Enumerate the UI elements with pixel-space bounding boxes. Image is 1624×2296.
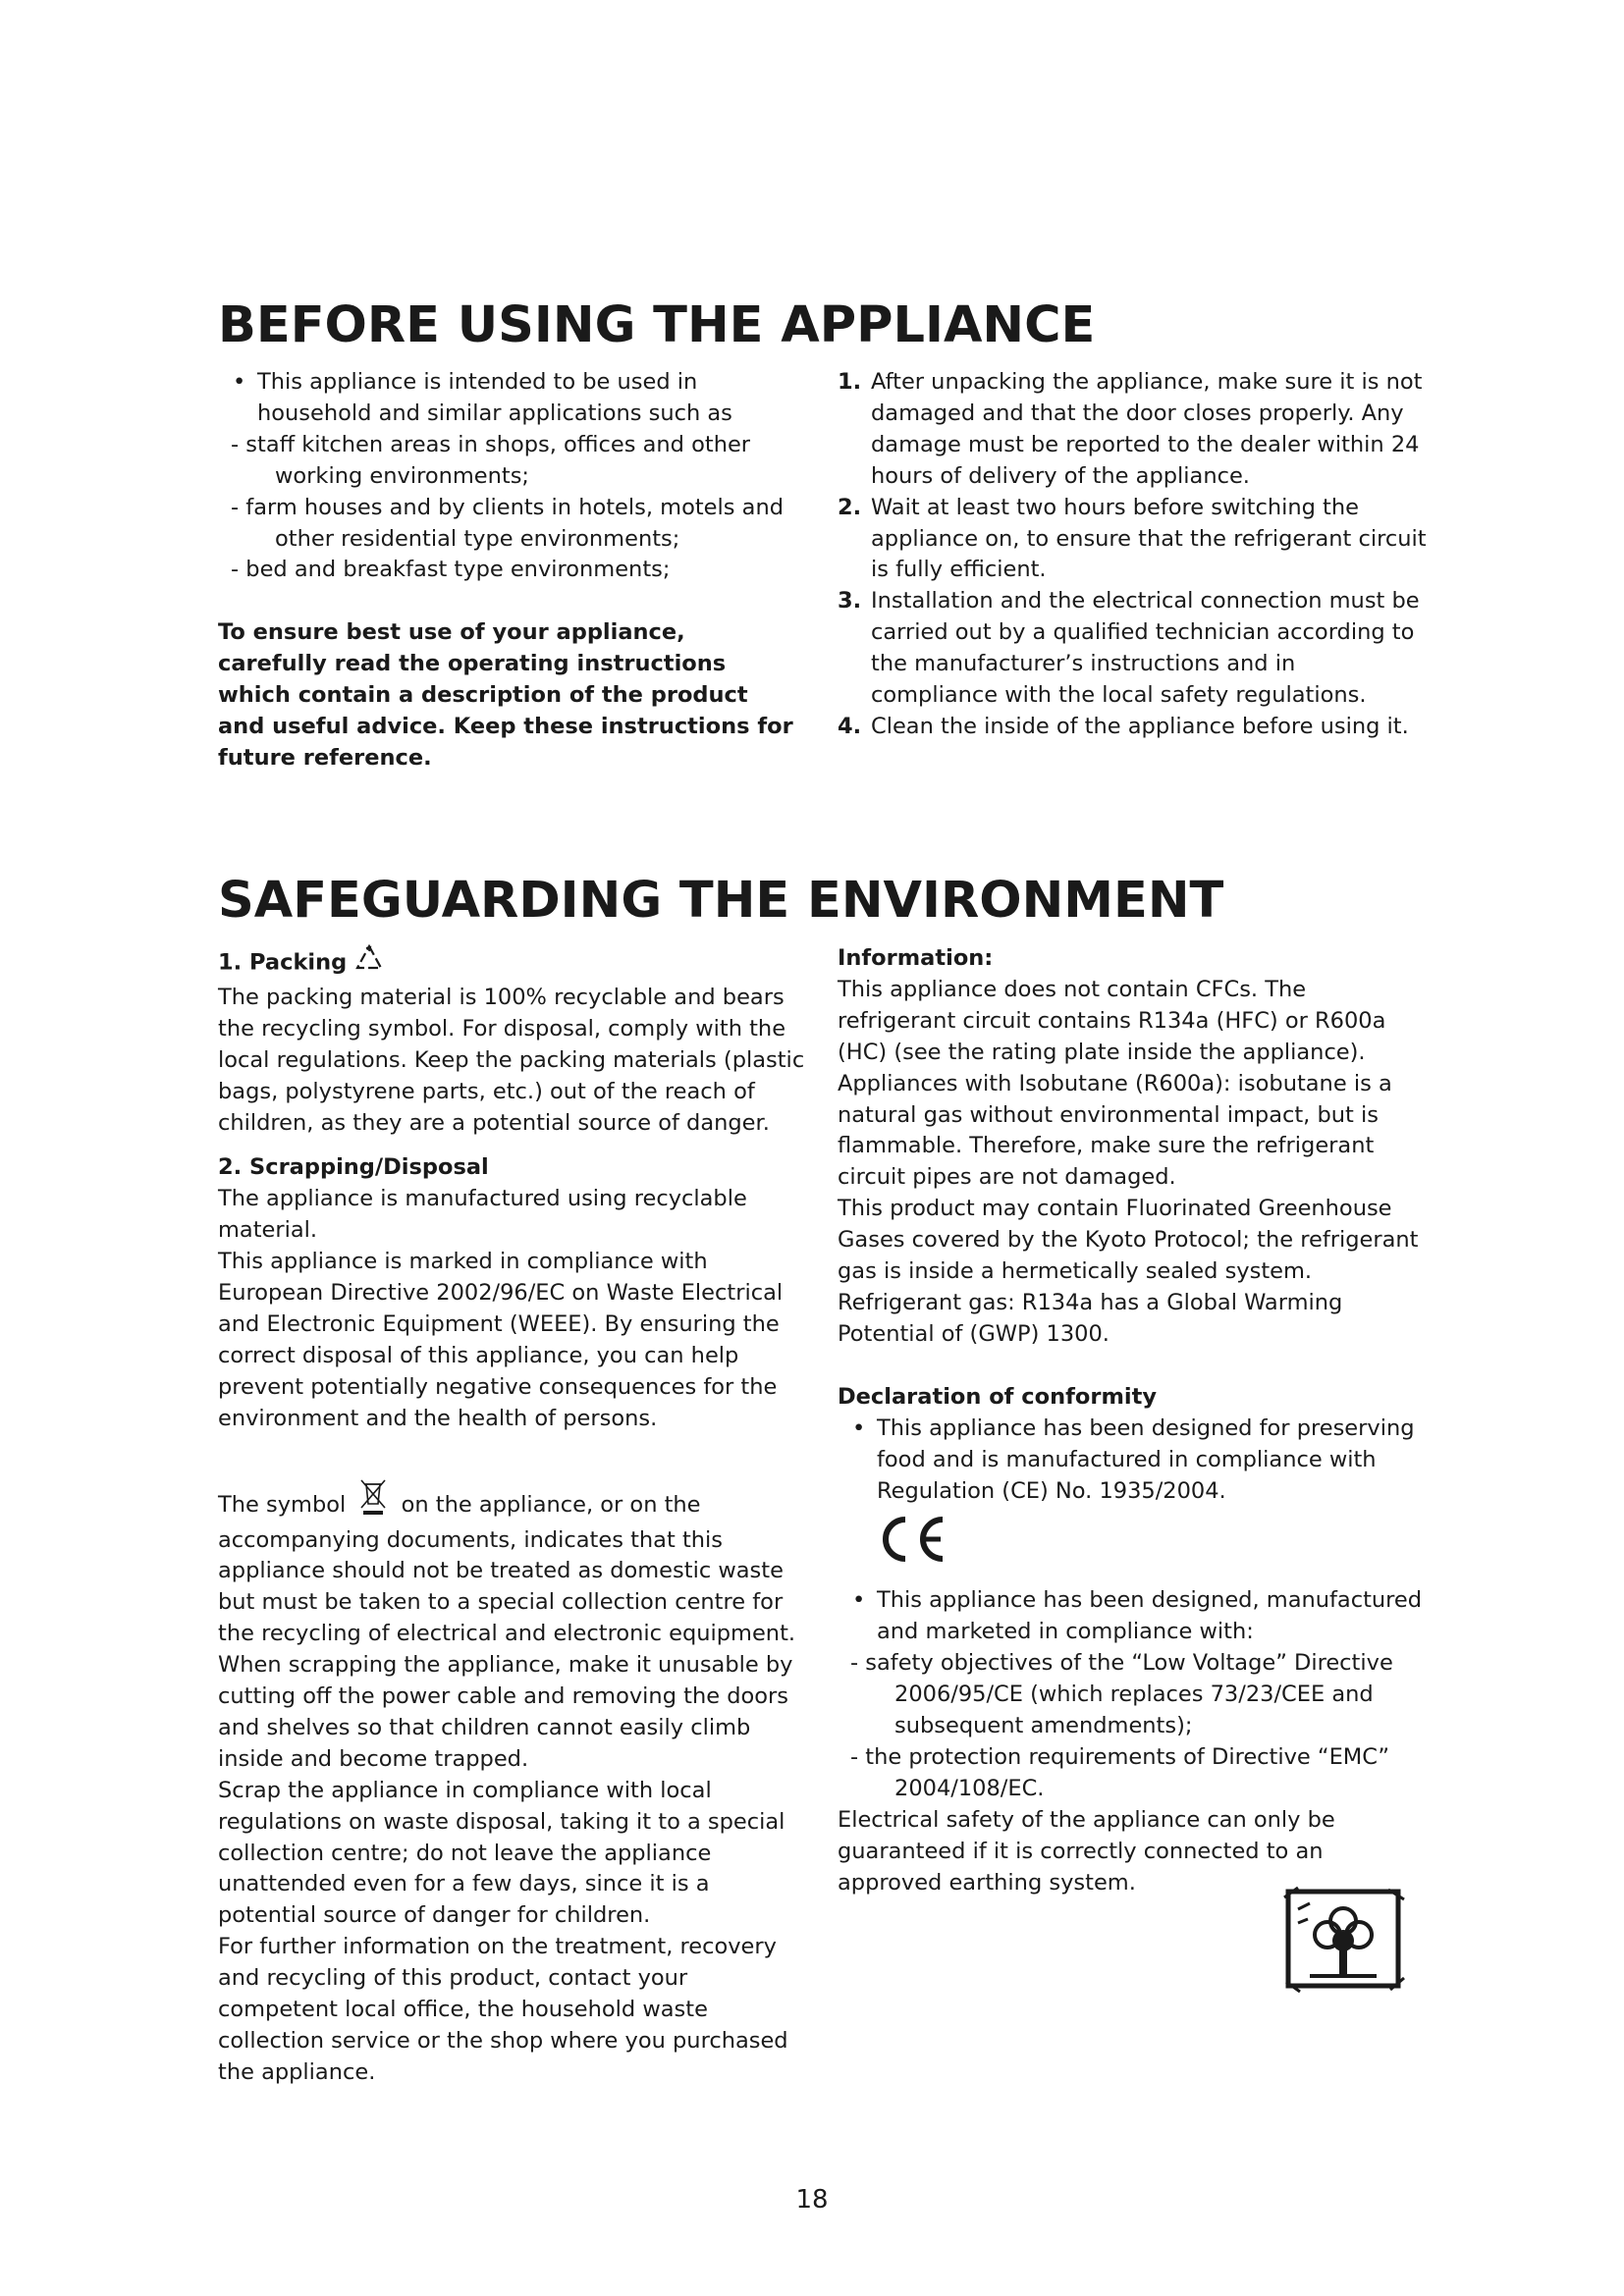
weee-symbol-paragraph: The symbol on the appliance, or on the accompanying documents, indicates that this appliance should not be treated as domestic waste but must be taken to a special collection centre for the recycling of electrical and electronic equipment. <box>218 1476 807 1651</box>
section-title-environment: SAFEGUARDING THE ENVIRONMENT <box>218 872 1224 930</box>
intended-use-bullet: • This appliance is intended to be used in household and similar applications such as <box>233 369 732 426</box>
step-item: 1. After unpacking the appliance, make sure it is not damaged and that the door closes properly. Any damage must be reported to the dealer within 24 hours of delivery of the appliance. <box>838 369 1423 489</box>
page-number: 18 <box>795 2185 829 2215</box>
dash-item: - the protection requirements of Directive “EMC” 2004/108/EC. <box>850 1743 1389 1801</box>
scrapping-p2: This appliance is marked in compliance with European Directive 2002/96/EC on Waste Electrical and Electronic Equipment (WEEE). By ensuring the correct disposal of this appliance, you can help prevent potentially negative consequences for the environment and the health of persons. <box>218 1249 784 1431</box>
dash-item: - farm houses and by clients in hotels, motels and other residential type environments; <box>231 494 784 552</box>
section-title-before-using: BEFORE USING THE APPLIANCE <box>218 296 1096 354</box>
scrapping-p6: For further information on the treatment, recovery and recycling of this product, contact your competent local office, the household waste collection service or the shop where you purchased the appliance. <box>218 1934 788 2085</box>
scrapping-heading: 2. Scrapping/Disposal <box>218 1154 489 1181</box>
scrapping-p5: Scrap the appliance in compliance with local regulations on waste disposal, taking it to a special collection centre; do not leave the appliance unattended even for a few days, since it is a potential source of danger for children. <box>218 1777 785 1929</box>
read-instructions-note: To ensure best use of your appliance, carefully read the operating instructions which contain a description of the product and useful advice. Keep these instructions for future reference. <box>218 619 793 771</box>
environment-left-column <box>218 943 807 2089</box>
conformity-bullet-2: • This appliance has been designed, manufactured and marketed in compliance with: <box>852 1587 1423 1645</box>
scrapping-p4: When scrapping the appliance, make it unusable by cutting off the power cable and removing the doors and shelves so that children cannot easily climb inside and become trapped. <box>218 1652 793 1772</box>
information-heading: Information: <box>838 945 994 971</box>
step-item: 3. Installation and the electrical connection must be carried out by a qualified technician according to the manufacturer’s instructions and in compliance with the local safety regulations. <box>838 588 1420 709</box>
information-p1: This appliance does not contain CFCs. The refrigerant circuit contains R134a (HFC) or R600a (HC) (see the rating plate inside the appliance). <box>838 976 1386 1065</box>
conformity-bullet-1: • This appliance has been designed for preserving food and is manufactured in compliance with Regulation (CE) No. 1935/2004. <box>852 1415 1415 1504</box>
earthing-note: Electrical safety of the appliance can only be guaranteed if it is correctly connected to an approved earthing system. <box>838 1806 1335 1896</box>
packing-text: The packing material is 100% recyclable and bears the recycling symbol. For disposal, comply with the local regulations. Keep the packing materials (plastic bags, polystyrene parts, etc.) out of the reach of children, as they are a potential source of danger. <box>218 984 805 1136</box>
before-using-right-column <box>838 367 1427 743</box>
environment-right-column <box>838 943 1427 1898</box>
conformity-heading: Declaration of conformity <box>838 1383 1158 1410</box>
information-p2: Appliances with Isobutane (R600a): isobutane is a natural gas without environmental impact, but is flammable. Therefore, make sure the refrigerant circuit pipes are not damaged. <box>838 1070 1392 1191</box>
eco-tree-logo-icon <box>1280 1884 1410 1994</box>
dash-item: - bed and breakfast type environments; <box>231 557 671 583</box>
scrapping-p1: The appliance is manufactured using recyclable material. <box>218 1186 747 1244</box>
dash-item: - staff kitchen areas in shops, offices and other working environments; <box>231 431 751 489</box>
information-p4: Refrigerant gas: R134a has a Global Warming Potential of (GWP) 1300. <box>838 1289 1343 1347</box>
packing-heading: 1. Packing <box>218 943 807 983</box>
step-item: 4. Clean the inside of the appliance before using it. <box>838 713 1409 739</box>
information-p3: This product may contain Fluorinated Greenhouse Gases covered by the Kyoto Protocol; the refrigerant gas is inside a hermetically sealed system. <box>838 1196 1419 1285</box>
before-using-left-column <box>218 367 797 774</box>
step-item: 2. Wait at least two hours before switching the appliance on, to ensure that the refrigerant circuit is fully efficient. <box>838 494 1427 583</box>
ce-mark-icon <box>872 1512 950 1571</box>
crossed-bin-icon <box>358 1476 388 1525</box>
recycling-icon <box>354 943 384 983</box>
dash-item: - safety objectives of the “Low Voltage” Directive 2006/95/CE (which replaces 73/23/CEE and subsequent amendments); <box>850 1650 1393 1739</box>
